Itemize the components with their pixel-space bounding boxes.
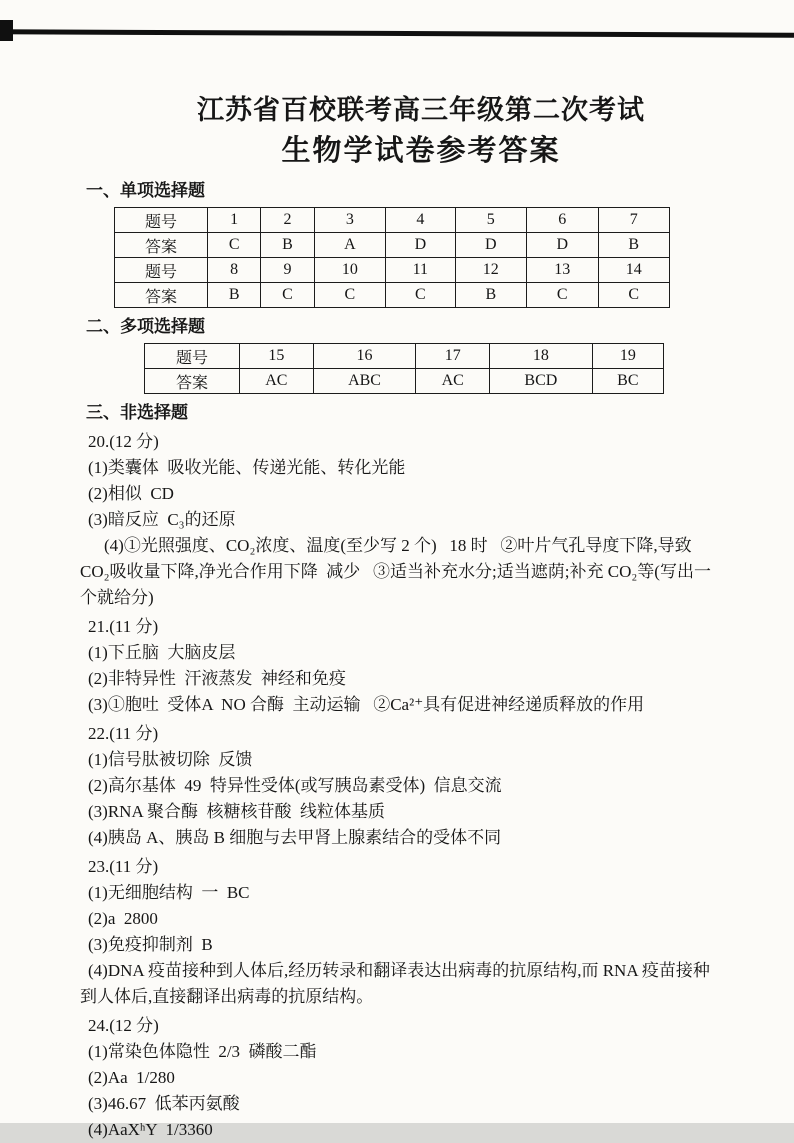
answer-line: (3)RNA 聚合酶 核糖核苷酸 线粒体基质	[88, 802, 386, 821]
cell: D	[386, 233, 455, 258]
table-row	[145, 369, 664, 394]
row-header-cell: 答案	[145, 369, 240, 394]
answer-line: (4)DNA 疫苗接种到人体后,经历转录和翻译表达出病毒的抗原结构,而 RNA 疫苗接种到人体后,直接翻译出病毒的抗原结构。	[80, 961, 710, 1006]
answer-line: (1)信号肽被切除 反馈	[88, 750, 253, 769]
cell: AC	[240, 369, 314, 394]
row-header-cell: 题号	[115, 208, 208, 233]
table-row	[145, 344, 664, 369]
free-response-answers	[80, 429, 714, 1143]
answer-line: (3)免疫抑制剂 B	[88, 935, 213, 954]
document-title	[80, 90, 714, 172]
answer-line: (4)胰岛 A、胰岛 B 细胞与去甲肾上腺素结合的受体不同	[88, 828, 502, 847]
table-row	[115, 283, 670, 308]
cell: 19	[592, 344, 663, 369]
table-row	[115, 208, 670, 233]
answer-line: 24.(12 分)	[88, 1016, 159, 1035]
row-header-cell: 答案	[115, 283, 208, 308]
cell: 6	[527, 208, 598, 233]
cell: ABC	[313, 369, 416, 394]
section-heading-multi-choice: 二、多项选择题	[86, 317, 205, 336]
answer-line: 22.(11 分)	[88, 724, 159, 743]
answer-line: (3)暗反应 C₃的还原	[88, 510, 236, 529]
cell: A	[314, 233, 385, 258]
answer-line: (1)下丘脑 大脑皮层	[88, 643, 236, 662]
cell: 10	[314, 258, 385, 283]
answer-line: (1)常染色体隐性 2/3 磷酸二酯	[88, 1042, 317, 1061]
scan-corner-mark	[0, 20, 13, 41]
cell: 1	[208, 208, 261, 233]
answer-line: (1)类囊体 吸收光能、传递光能、转化光能	[88, 458, 406, 477]
cell: AC	[416, 369, 490, 394]
cell: 7	[598, 208, 670, 233]
cell: 9	[261, 258, 314, 283]
title-line-2: 生物学试卷参考答案	[281, 135, 561, 167]
cell: 16	[313, 344, 416, 369]
cell: B	[455, 283, 526, 308]
multi-choice-answer-table	[144, 343, 664, 394]
cell: 13	[527, 258, 598, 283]
cell: 17	[416, 344, 490, 369]
cell: B	[208, 283, 261, 308]
cell: C	[527, 283, 598, 308]
cell: BCD	[490, 369, 593, 394]
cell: 8	[208, 258, 261, 283]
cell: C	[208, 233, 261, 258]
answer-line: 23.(11 分)	[88, 857, 159, 876]
cell: C	[314, 283, 385, 308]
cell: 15	[240, 344, 314, 369]
answer-line: (1)无细胞结构 一 BC	[88, 883, 250, 902]
cell: 14	[598, 258, 670, 283]
cell: 18	[490, 344, 593, 369]
answer-line: (2)高尔基体 49 特异性受体(或写胰岛素受体) 信息交流	[88, 776, 502, 795]
scan-border-line	[0, 29, 794, 37]
answer-line: (4)AaXʰY 1/3360	[88, 1120, 213, 1139]
cell: 12	[455, 258, 526, 283]
cell: 2	[261, 208, 314, 233]
document-content	[80, 90, 714, 1143]
cell: D	[455, 233, 526, 258]
row-header-cell: 答案	[115, 233, 208, 258]
table-row	[115, 233, 670, 258]
cell: BC	[592, 369, 663, 394]
title-line-1: 江苏省百校联考高三年级第二次考试	[197, 95, 645, 125]
answer-line: (2)非特异性 汗液蒸发 神经和免疫	[88, 669, 346, 688]
answer-line: (2)相似 CD	[88, 484, 174, 503]
row-header-cell: 题号	[145, 344, 240, 369]
cell: C	[598, 283, 670, 308]
answer-line: 21.(11 分)	[88, 617, 159, 636]
answer-line: (3)①胞吐 受体A NO 合酶 主动运输 ②Ca²⁺具有促进神经递质释放的作用	[88, 695, 645, 714]
cell: D	[527, 233, 598, 258]
answer-line: (2)Aa 1/280	[88, 1068, 175, 1087]
answer-line: (2)a 2800	[88, 909, 158, 928]
answer-line: 20.(12 分)	[88, 432, 159, 451]
single-choice-answer-table	[114, 207, 670, 308]
cell: 4	[386, 208, 455, 233]
cell: 3	[314, 208, 385, 233]
answer-line: (3)46.67 低苯丙氨酸	[88, 1094, 240, 1113]
cell: C	[261, 283, 314, 308]
section-heading-single-choice: 一、单项选择题	[86, 181, 205, 200]
cell: B	[598, 233, 670, 258]
cell: C	[386, 283, 455, 308]
cell: 11	[386, 258, 455, 283]
cell: 5	[455, 208, 526, 233]
row-header-cell: 题号	[115, 258, 208, 283]
cell: B	[261, 233, 314, 258]
answer-line: (4)①光照强度、CO₂浓度、温度(至少写 2 个) 18 时 ②叶片气孔导度下降,导致 CO₂吸收量下降,净光合作用下降 减少 ③适当补充水分;适当遮荫;补充 CO₂等(写出一个就给分)	[80, 536, 711, 607]
section-heading-free-response: 三、非选择题	[86, 403, 188, 422]
table-row	[115, 258, 670, 283]
